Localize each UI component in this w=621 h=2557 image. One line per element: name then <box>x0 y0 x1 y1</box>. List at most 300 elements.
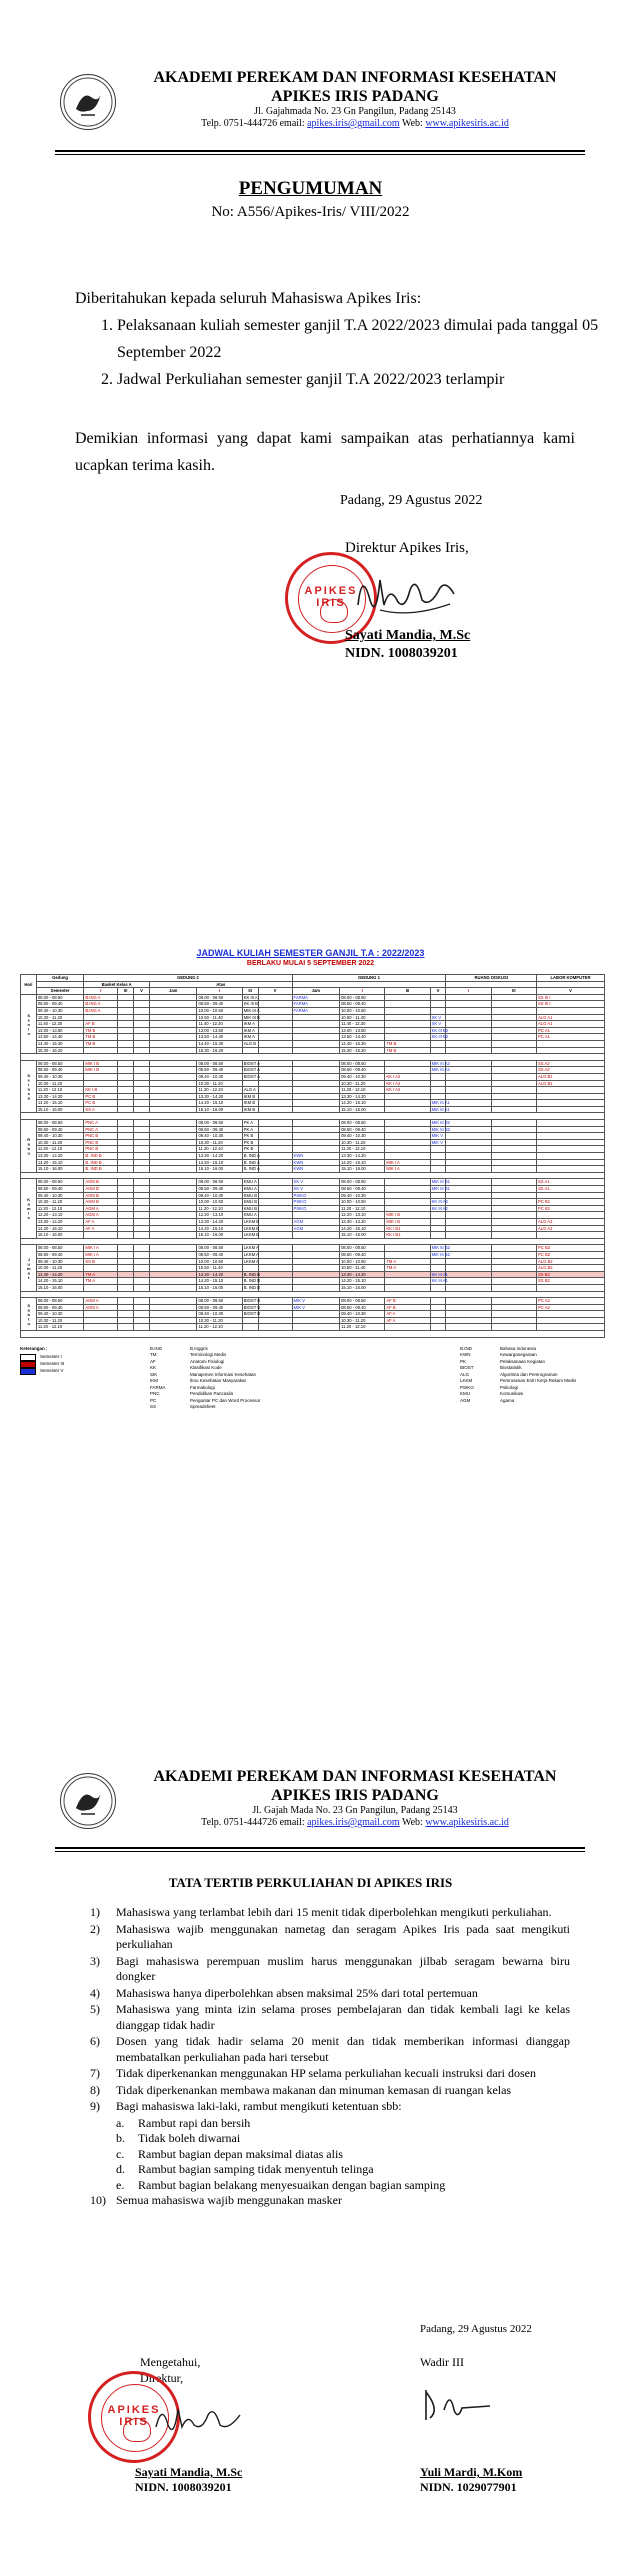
course-cell <box>385 1021 430 1028</box>
legend-label: Semester I <box>40 1353 62 1359</box>
contact-line <box>130 1817 580 1829</box>
empty-cell <box>446 1120 491 1127</box>
empty-cell <box>446 1265 491 1272</box>
empty-cell <box>149 1120 197 1127</box>
empty-cell <box>149 1304 197 1311</box>
empty-cell <box>258 1212 292 1219</box>
course-cell <box>118 1232 134 1239</box>
empty-cell <box>149 1027 197 1034</box>
time-cell: 15.10 - 16.00 <box>340 1166 385 1173</box>
schedule-row <box>21 1317 605 1324</box>
empty-cell <box>491 1324 536 1331</box>
schedule-table-wrap <box>20 974 605 1436</box>
course-cell: B. IND B <box>243 1284 261 1290</box>
sem-v: V <box>258 988 292 995</box>
course-cell <box>292 1040 340 1047</box>
course-cell <box>292 1317 340 1324</box>
time-cell: 10.50 - 11.40 <box>197 1265 242 1272</box>
course-cell: TM B <box>84 1040 118 1047</box>
empty-cell <box>258 1106 292 1113</box>
empty-cell <box>491 1034 536 1041</box>
course-cell <box>385 1100 430 1107</box>
rule-item <box>90 1922 570 1953</box>
course-cell: BIOST B <box>243 1298 261 1304</box>
course-cell: TM A <box>84 1271 118 1278</box>
course-cell <box>385 1186 430 1193</box>
course-cell <box>385 1060 430 1067</box>
course-cell: TM A <box>385 1265 430 1272</box>
right-signer-name: Yuli Mardi, M.Kom <box>420 2465 523 2479</box>
schedule-row <box>21 1192 605 1199</box>
course-cell: KMU B <box>243 1192 257 1198</box>
course-cell <box>385 1034 430 1041</box>
course-cell: ALG A2 <box>536 1225 604 1232</box>
time-cell: 08.00 - 08.50 <box>197 1120 242 1127</box>
empty-cell <box>149 1014 197 1021</box>
empty-cell <box>446 1027 491 1034</box>
course-cell: MIK V <box>292 1304 340 1311</box>
separator-cell <box>21 1238 605 1245</box>
course-cell: TM A <box>84 1278 118 1285</box>
course-cell <box>430 994 446 1001</box>
rule-item <box>90 2193 570 2209</box>
empty-cell <box>446 1258 491 1265</box>
email-link[interactable]: apikes.iris@gmail.com <box>307 1817 400 1828</box>
rule-subitem-letter: c. <box>116 2146 125 2161</box>
rule-subitem-letter: e. <box>116 2177 125 2192</box>
rule-subitem-text: Rambut bagian samping tidak menyentuh telinga <box>138 2162 374 2176</box>
empty-cell <box>149 1080 197 1087</box>
empty-cell <box>446 1087 491 1094</box>
course-cell: KMU A <box>243 1212 257 1218</box>
address: Jl. Gajahmada No. 23 Gn Pangilun, Padang 25143 <box>254 106 456 117</box>
web-prefix: Web: <box>401 1817 423 1828</box>
course-cell: SS III I <box>536 1001 604 1008</box>
time-cell: 08.00 - 08.50 <box>36 1120 84 1127</box>
course-cell: KK III B <box>243 1001 258 1007</box>
time-cell: 09.40 - 10.30 <box>36 1258 84 1265</box>
course-cell: AF B <box>385 1304 430 1311</box>
course-cell <box>118 1146 134 1153</box>
course-cell <box>134 1271 150 1278</box>
day-separator <box>21 1113 605 1120</box>
schedule-title: JADWAL KULIAH SEMESTER GANJIL T.A : 2022/2023 <box>196 948 425 958</box>
empty-cell <box>491 1258 536 1265</box>
rule-subitem-text: Rambut rapi dan bersih <box>138 2115 251 2130</box>
course-cell: B. IND B <box>243 1271 261 1277</box>
time-cell: 15.10 - 16.00 <box>340 1284 385 1291</box>
empty-cell <box>149 1258 197 1265</box>
course-cell: B.ING A <box>84 1001 118 1008</box>
schedule-row <box>21 1205 605 1212</box>
empty-cell <box>491 1284 536 1291</box>
time-cell: 15.10 - 16.00 <box>36 1166 84 1173</box>
time-cell: 10.30 - 11.20 <box>197 1139 242 1146</box>
course-cell <box>430 1047 446 1054</box>
course-cell <box>118 1153 134 1160</box>
contact-phone: Telp. 0751-444726 email: <box>201 1817 305 1828</box>
rule-number: 5) <box>90 2002 100 2016</box>
course-cell <box>385 1014 430 1021</box>
course-cell: PC A1 <box>536 1027 604 1034</box>
schedule-row <box>21 1106 605 1113</box>
course-cell <box>134 1192 150 1199</box>
empty-cell <box>258 1014 292 1021</box>
abbr-meaning: Manajemen Informasi Kesehatan <box>190 1371 257 1377</box>
abbr-column-2 <box>460 1346 605 1405</box>
empty-cell <box>258 1166 292 1173</box>
empty-cell <box>491 1060 536 1067</box>
course-cell <box>134 1324 150 1331</box>
time-cell: 08.00 - 08.50 <box>36 994 84 1001</box>
legend-item <box>20 1361 100 1368</box>
time-cell: 08.00 - 08.50 <box>340 1179 385 1186</box>
left-sign-title-2: Direktur, <box>140 2371 184 2385</box>
course-cell: ALG A <box>242 1087 258 1094</box>
course-cell <box>292 1087 340 1094</box>
time-cell: 14.20 - 15.10 <box>197 1225 242 1232</box>
time-cell: 11.20 - 12.10 <box>340 1146 385 1153</box>
empty-cell <box>149 1192 197 1199</box>
empty-cell <box>258 1192 292 1199</box>
empty-cell <box>491 994 536 1001</box>
course-cell: B. IND A <box>243 1153 260 1159</box>
time-cell: 09.40 - 10.30 <box>36 1311 84 1318</box>
course-cell: AGM A <box>84 1298 118 1305</box>
course-cell <box>385 1251 430 1258</box>
course-cell: PC A2 <box>536 1304 604 1311</box>
course-cell <box>292 1212 340 1219</box>
rule-text: Bagi mahasiswa perempuan muslim harus menggunakan jilbab seragam bewarna biru dongker <box>116 1953 570 1983</box>
course-cell: KK III A1 <box>431 1278 448 1284</box>
time-cell: 08.00 - 08.50 <box>340 1060 385 1067</box>
empty-cell <box>149 1232 197 1239</box>
course-cell <box>118 1060 134 1067</box>
time-cell: 10.00 - 10.50 <box>197 1258 242 1265</box>
time-cell: 11.40 - 12.30 <box>197 1021 242 1028</box>
empty-cell <box>149 1199 197 1206</box>
course-cell: B. IND A <box>243 1166 260 1172</box>
course-cell <box>118 1166 134 1173</box>
course-cell <box>292 1139 340 1146</box>
rule-number: 4) <box>90 1985 100 2000</box>
sem-i: I <box>84 988 118 995</box>
rule-text: Tidak diperkenankan menggunakan HP selama perkuliahan kecuali instruksi dari dosen <box>116 2066 537 2080</box>
empty-cell <box>258 1179 292 1186</box>
course-cell: MIK III A <box>243 1007 260 1013</box>
empty-cell <box>491 1251 536 1258</box>
course-cell: PK B <box>242 1133 258 1140</box>
schedule-row <box>21 1265 605 1272</box>
time-cell: 08.00 - 08.50 <box>197 1298 242 1305</box>
time-cell: 11.20 - 12.10 <box>36 1087 84 1094</box>
rule-item <box>90 1905 570 1921</box>
time-cell: 09.40 - 10.30 <box>197 1073 242 1080</box>
col-hari: Hari <box>21 975 37 995</box>
empty-cell <box>258 1040 292 1047</box>
course-cell <box>134 1298 150 1305</box>
course-cell <box>430 1232 446 1239</box>
schedule-row <box>21 1324 605 1331</box>
empty-cell <box>149 1186 197 1193</box>
empty-cell <box>446 1179 491 1186</box>
empty-cell <box>446 1159 491 1166</box>
schedule-row <box>21 1166 605 1173</box>
empty-cell <box>446 1034 491 1041</box>
schedule-row <box>21 1133 605 1140</box>
time-cell: 14.20 - 15.10 <box>36 1278 84 1285</box>
course-cell <box>292 1278 340 1285</box>
empty-cell <box>149 1251 197 1258</box>
time-cell: 11.20 - 12.10 <box>36 1324 84 1331</box>
course-cell <box>385 1192 430 1199</box>
time-cell: 14.40 - 15.30 <box>340 1040 385 1047</box>
course-cell: PSIKO <box>292 1199 340 1206</box>
course-cell: IKM A <box>242 1027 258 1034</box>
time-cell: 13.30 - 14.20 <box>36 1218 84 1225</box>
wadir-signature <box>420 2380 500 2430</box>
course-cell <box>430 1218 446 1225</box>
course-cell <box>118 1179 134 1186</box>
empty-cell <box>446 1001 491 1008</box>
time-cell: 08.00 - 08.50 <box>197 994 242 1001</box>
schedule-row <box>21 1080 605 1087</box>
time-cell: 09.40 - 10.30 <box>36 1073 84 1080</box>
empty-cell <box>446 1106 491 1113</box>
time-cell: 14.20 - 15.10 <box>340 1159 385 1166</box>
abbr-meaning: Psikologi <box>500 1384 519 1390</box>
rule-number: 9) <box>90 2099 100 2113</box>
rule-text: Dosen yang tidak hadir selama 20 menit dan tidak memberikan informasi dianggap membatalkan perkuliahan pada hari tersebut <box>116 2034 570 2064</box>
empty-cell <box>258 1027 292 1034</box>
course-cell <box>385 994 430 1001</box>
course-cell <box>118 1106 134 1113</box>
abbr-meaning: Pendidikan Pancasila <box>190 1391 234 1397</box>
empty-cell <box>446 1225 491 1232</box>
director-signature <box>150 2395 250 2445</box>
course-cell <box>430 1304 446 1311</box>
separator-cell <box>21 1291 605 1298</box>
signer-title: Direktur Apikes Iris, <box>345 540 469 556</box>
abbr-code: SS <box>150 1404 157 1410</box>
schedule-row <box>21 1271 605 1278</box>
time-cell: 15.10 - 16.00 <box>36 1106 84 1113</box>
legend-swatch <box>20 1354 36 1361</box>
course-cell: PSIKO <box>292 1205 340 1212</box>
course-cell: KMU B <box>243 1199 257 1205</box>
empty-cell <box>149 1139 197 1146</box>
rule-item <box>90 2083 570 2099</box>
course-cell <box>134 1278 150 1285</box>
course-cell: KWN <box>292 1159 340 1166</box>
time-cell: 08.50 - 09.40 <box>197 1067 242 1074</box>
course-cell: KK III A <box>243 994 258 1000</box>
course-cell: PNC B <box>84 1133 118 1140</box>
announcement-page <box>0 0 621 930</box>
time-cell: 08.50 - 09.40 <box>197 1304 242 1311</box>
course-cell <box>430 1212 446 1219</box>
course-cell <box>134 1265 150 1272</box>
left-signer-nidn: NIDN. 1008039201 <box>135 2480 232 2494</box>
course-cell <box>118 1067 134 1074</box>
separator-cell <box>21 1113 605 1120</box>
course-cell <box>134 1093 150 1100</box>
course-cell: AGM A <box>84 1212 118 1219</box>
empty-cell <box>149 1093 197 1100</box>
course-cell <box>118 1159 134 1166</box>
letterhead-rule <box>55 150 585 152</box>
empty-cell <box>149 1034 197 1041</box>
rule-text: Tidak diperkenankan membawa makanan dan minuman kemasan di ruangan kelas <box>116 2082 512 2097</box>
empty-cell <box>258 1271 292 1278</box>
course-cell: TM B <box>84 1034 118 1041</box>
course-cell <box>134 1001 150 1008</box>
empty-cell <box>491 1159 536 1166</box>
time-cell: 09.40 - 10.30 <box>36 1133 84 1140</box>
empty-cell <box>258 1251 292 1258</box>
sem-i: I <box>446 988 491 995</box>
abbr-meaning: Ilmu Kesehatan Masyarakat <box>190 1378 246 1384</box>
course-cell: BIOST A <box>243 1067 260 1073</box>
schedule-row <box>21 1245 605 1252</box>
time-cell: 10.30 - 11.20 <box>36 1139 84 1146</box>
course-cell: FARMA <box>292 994 340 1001</box>
schedule-body <box>21 994 605 1337</box>
course-cell <box>385 1126 430 1133</box>
course-cell <box>134 1120 150 1127</box>
course-cell <box>385 1139 430 1146</box>
abbr-code: AF <box>150 1358 156 1364</box>
web-link[interactable]: www.apikesiris.ac.id <box>425 1817 509 1828</box>
rule-subitem-text: Tidak boleh diwarnai <box>138 2131 241 2145</box>
empty-cell <box>149 1021 197 1028</box>
institution-name: AKADEMI PEREKAM DAN INFORMASI KESEHATAN <box>153 69 557 86</box>
time-cell: 10.50 - 11.40 <box>340 1014 385 1021</box>
course-cell: MIK III A1 <box>431 1100 450 1106</box>
empty-cell <box>491 1304 536 1311</box>
course-cell <box>242 1080 258 1087</box>
course-cell <box>118 1284 134 1291</box>
rule-subitem-letter: a. <box>116 2115 125 2130</box>
course-cell <box>84 1047 118 1054</box>
course-cell <box>118 1278 134 1285</box>
empty-cell <box>258 1047 292 1054</box>
basket-header: Basket Kelas A <box>84 981 150 988</box>
time-cell: 09.40 - 10.30 <box>340 1192 385 1199</box>
web-link[interactable]: www.apikesiris.ac.id <box>425 118 509 129</box>
course-cell <box>292 1133 340 1140</box>
empty-cell <box>446 1126 491 1133</box>
course-cell: B.ING A <box>84 1007 118 1014</box>
announcement-number: No: A556/Apikes-Iris/ VIII/2022 <box>211 204 410 220</box>
course-cell <box>536 1087 604 1094</box>
course-cell <box>536 1317 604 1324</box>
time-cell: 08.00 - 08.50 <box>340 1298 385 1305</box>
course-cell: MIK V <box>430 1139 446 1146</box>
legend-item <box>20 1354 100 1361</box>
time-cell: 08.00 - 08.50 <box>36 1179 84 1186</box>
letterhead <box>60 68 580 148</box>
sem-v: V <box>134 988 150 995</box>
course-cell <box>134 1186 150 1193</box>
time-cell: 08.50 - 09.40 <box>340 1304 385 1311</box>
course-cell <box>118 1311 134 1318</box>
course-cell: XK V <box>292 1179 340 1186</box>
course-cell <box>134 1080 150 1087</box>
course-cell <box>134 1073 150 1080</box>
abbr-code: PNC <box>150 1391 160 1397</box>
course-cell <box>134 1251 150 1258</box>
letterhead-rule-thin <box>55 1851 585 1852</box>
course-cell <box>134 1126 150 1133</box>
time-cell: 13.50 - 14.40 <box>36 1034 84 1041</box>
course-cell <box>118 1087 134 1094</box>
course-cell <box>118 1258 134 1265</box>
empty-cell <box>446 1278 491 1285</box>
sem-iii: III <box>242 988 258 995</box>
day-label: Jumat <box>21 1245 37 1291</box>
course-cell <box>536 1146 604 1153</box>
course-cell: AF A <box>385 1317 430 1324</box>
rules-date: Padang, 29 Agustus 2022 <box>420 2323 532 2335</box>
day-label: Rabu <box>21 1120 37 1173</box>
legend-label: Semester V <box>40 1367 64 1373</box>
course-cell <box>292 1311 340 1318</box>
course-cell <box>84 1317 118 1324</box>
abbr-code: KMU <box>460 1391 470 1397</box>
course-cell <box>134 994 150 1001</box>
time-cell: 13.30 - 14.20 <box>340 1093 385 1100</box>
course-cell: TM B <box>84 1027 118 1034</box>
course-cell <box>430 1265 446 1272</box>
course-cell: MIK III B <box>243 1014 260 1020</box>
course-cell: AF A <box>385 1311 430 1318</box>
stamp-emblem <box>123 2418 151 2442</box>
empty-cell <box>149 1298 197 1305</box>
schedule-row <box>21 1047 605 1054</box>
time-cell: 08.50 - 09.40 <box>340 1001 385 1008</box>
course-cell <box>430 1073 446 1080</box>
empty-cell <box>149 1212 197 1219</box>
time-cell: 13.30 - 14.20 <box>340 1153 385 1160</box>
course-cell <box>134 1106 150 1113</box>
abbr-code: ALG <box>460 1371 470 1377</box>
announcement-date: Padang, 29 Agustus 2022 <box>340 493 483 508</box>
course-cell: KMU A <box>243 1186 257 1191</box>
email-link[interactable]: apikes.iris@gmail.com <box>307 118 400 129</box>
course-cell <box>118 1027 134 1034</box>
schedule-row <box>21 1087 605 1094</box>
empty-cell <box>491 1120 536 1127</box>
course-cell: MIK III B2 <box>431 1120 450 1126</box>
time-cell: 15.10 - 16.00 <box>197 1166 242 1173</box>
time-cell: 12.20 - 13.10 <box>197 1212 242 1219</box>
empty-cell <box>258 1304 292 1311</box>
course-cell <box>430 1258 446 1265</box>
time-cell: 10.30 - 11.20 <box>36 1080 84 1087</box>
announcement-item: 1. Pelaksanaan kuliah semester ganjil T.A 2022/2023 dimulai pada tanggal 05 September 2022 <box>117 312 617 366</box>
course-cell: AGM A <box>84 1205 118 1212</box>
course-cell <box>385 1245 430 1252</box>
course-cell: PK B <box>242 1139 258 1146</box>
left-signer-name: Sayati Mandia, M.Sc <box>135 2465 243 2479</box>
legend-swatch <box>20 1368 36 1375</box>
empty-cell <box>446 1186 491 1193</box>
institution-logo <box>60 74 116 130</box>
rule-item <box>90 2099 570 2115</box>
course-cell: BIOST A <box>243 1060 260 1066</box>
empty-cell <box>491 1199 536 1206</box>
